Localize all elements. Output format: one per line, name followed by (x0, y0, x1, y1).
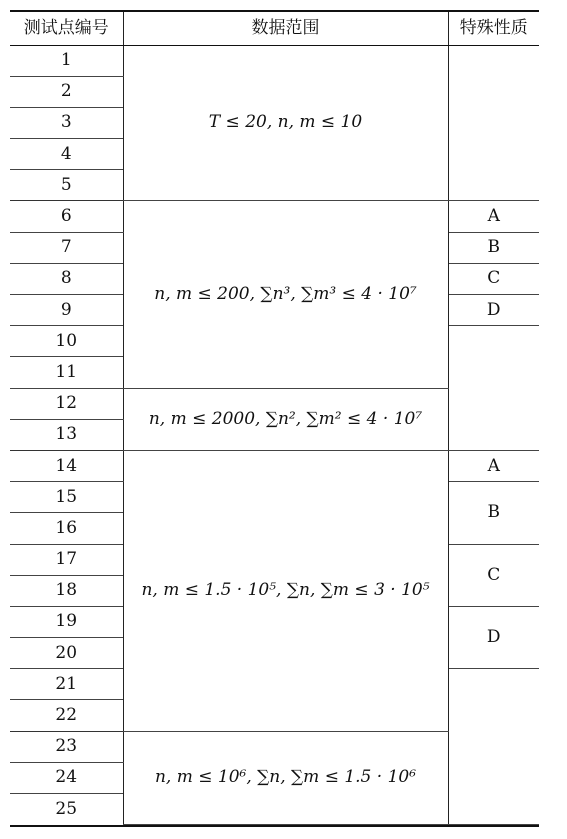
test-id-cell: 2 (10, 76, 123, 107)
range-cell (123, 388, 448, 450)
property-cell: A (448, 201, 539, 232)
test-id-cell: 23 (10, 731, 123, 762)
test-id-cell: 20 (10, 638, 123, 669)
test-id-cell: 4 (10, 139, 123, 170)
test-id-cell: 19 (10, 606, 123, 637)
property-cell: B (448, 482, 539, 544)
table-row (10, 450, 539, 481)
test-id-cell: 12 (10, 388, 123, 419)
range-cell (123, 45, 448, 201)
test-id-cell: 17 (10, 544, 123, 575)
test-id-cell: 6 (10, 201, 123, 232)
test-id-cell: 5 (10, 170, 123, 201)
property-cell-empty (448, 326, 539, 451)
property-cell-empty (448, 669, 539, 825)
range-cell (123, 450, 448, 731)
test-id-cell: 15 (10, 482, 123, 513)
table-row (10, 201, 539, 232)
test-id-cell: 18 (10, 575, 123, 606)
range-text: n, m ≤ 200, ∑n³, ∑m³ ≤ 4 · 10⁷ (154, 284, 417, 304)
test-id-cell: 25 (10, 794, 123, 825)
range-text: n, m ≤ 10⁶, ∑n, ∑m ≤ 1.5 · 10⁶ (154, 767, 417, 788)
property-cell-empty (448, 45, 539, 201)
test-id-cell: 3 (10, 107, 123, 138)
table-header-row (10, 11, 539, 45)
range-text: n, m ≤ 2000, ∑n², ∑m² ≤ 4 · 10⁷ (148, 408, 423, 429)
range-cell (123, 201, 448, 388)
test-id-cell: 10 (10, 326, 123, 357)
header-test-id: 测试点编号 (10, 11, 123, 45)
test-id-cell: 14 (10, 450, 123, 481)
test-id-cell: 16 (10, 513, 123, 544)
test-id-cell: 24 (10, 762, 123, 793)
test-id-cell: 11 (10, 357, 123, 388)
test-id-cell: 8 (10, 263, 123, 294)
test-id-cell: 9 (10, 295, 123, 326)
range-text: T ≤ 20, n, m ≤ 10 (208, 112, 363, 133)
test-id-cell: 22 (10, 700, 123, 731)
property-cell: B (448, 232, 539, 263)
property-cell: D (448, 295, 539, 326)
header-data-range: 数据范围 (123, 11, 448, 45)
constraints-table (10, 10, 539, 825)
header-special-property: 特殊性质 (448, 11, 539, 45)
range-text: n, m ≤ 1.5 · 10⁵, ∑n, ∑m ≤ 3 · 10⁵ (141, 580, 430, 601)
table-row (10, 45, 539, 76)
constraints-table-container (10, 10, 539, 827)
property-cell: C (448, 263, 539, 294)
test-id-cell: 1 (10, 45, 123, 76)
test-id-cell: 21 (10, 669, 123, 700)
test-id-cell: 7 (10, 232, 123, 263)
test-id-cell: 13 (10, 419, 123, 450)
property-cell: C (448, 544, 539, 606)
range-cell (123, 731, 448, 825)
table-bottom-rule (10, 825, 539, 827)
property-cell: A (448, 450, 539, 481)
property-cell: D (448, 606, 539, 668)
